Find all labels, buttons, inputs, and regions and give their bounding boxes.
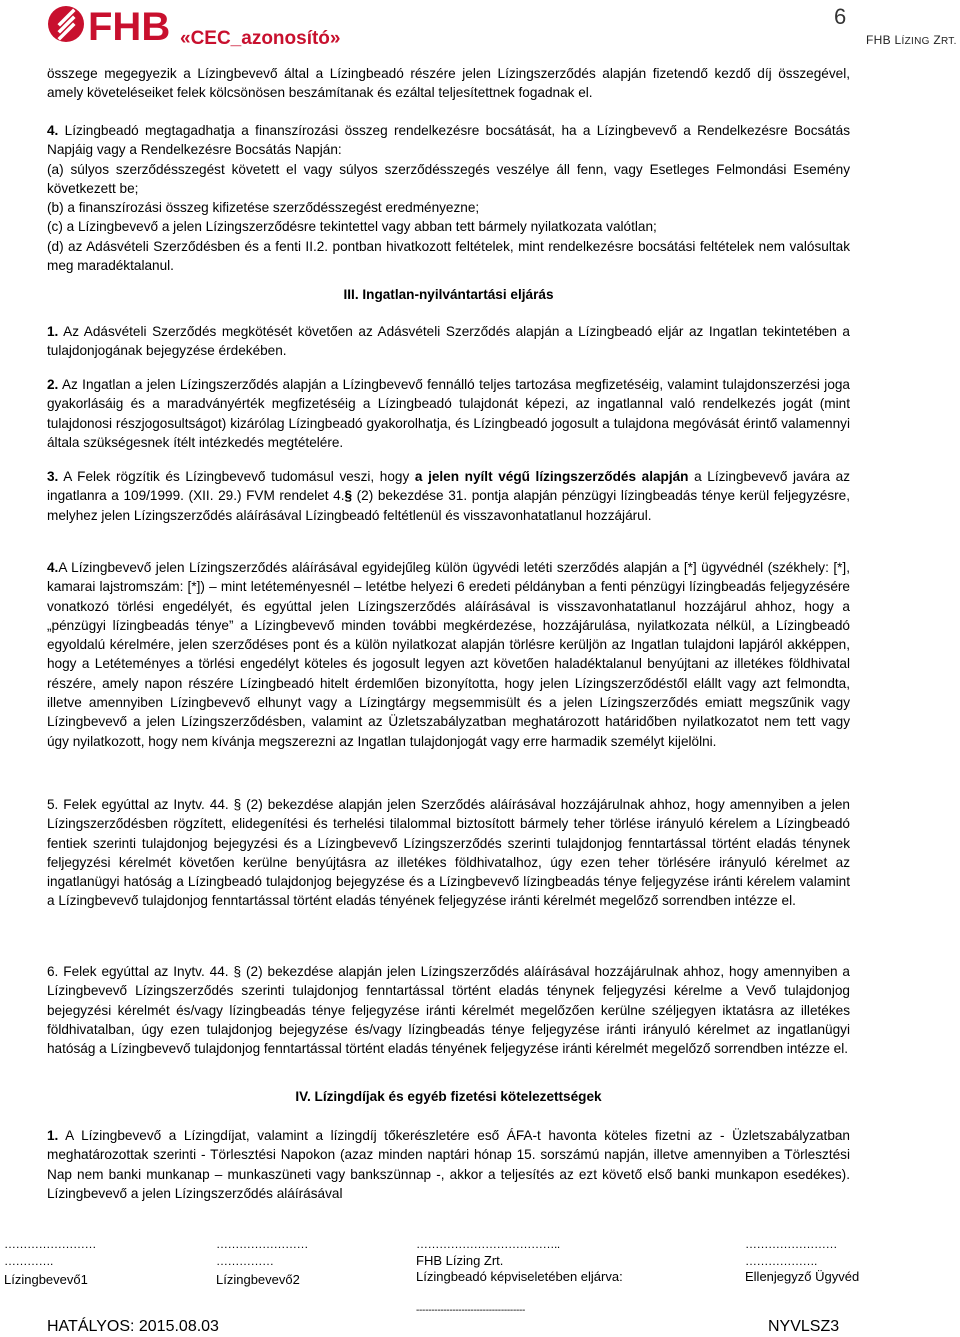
section-heading-iv: IV. Lízingdíjak és egyéb fizetési kötelezettségek — [295, 1089, 602, 1104]
signature-lessee1: …………………… …………. Lízingbevevő1 — [4, 1237, 96, 1287]
page-number: 6 — [834, 4, 847, 29]
signature-lawyer: …………………… ………………. Ellenjegyző Ügyvéd — [745, 1237, 860, 1284]
section-3-point-1: 1. Az Adásvételi Szerződés megkötését követően az Adásvételi Szerződés alapján a Lízingbeadó eljár az Ingatlan tekintetében a tulajdonjogának bejegyzése érdekében. — [47, 324, 850, 359]
section-heading-iii: III. Ingatlan-nyilvántartási eljárás — [343, 287, 554, 302]
paragraph-continued: összege megegyezik a Lízingbevevő által a Lízingbeadó részére jelen Lízingszerződés alapján fizetendő kezdő díj összegével, amely követeléseiket felek kölcsönösen beszámítanak és ezáltal teljesítettnek fogadnak el. — [47, 66, 850, 101]
section-4-point-1: 1. A Lízingbevevő a Lízingdíjat, valamint a lízingdíj tőkerészletére eső ÁFA-t havonta köteles fizetni az - Üzletszabályzatban meghatározottak szerinti - Törlesztési Napokon (azaz minden naptári hónap 15. sorszámú napján, illetve amennyiben a Törlesztési Nap nem banki munkanap – munkaszüneti vagy bankszünnap -, akkor a teljesítés az ezt követő első banki munkapon esedékes). Lízingbevevő a jelen Lízingszerződés aláírásával — [47, 1128, 850, 1201]
company-name: FHB LÍZING ZRT. — [866, 33, 957, 47]
footer-effective-date: HATÁLYOS: 2015.08.03 — [47, 1318, 219, 1335]
cec-id-field: «CEC_azonosító» — [180, 28, 341, 49]
signature-lessee2: …………………… …………… Lízingbevevő2 — [216, 1237, 308, 1287]
section-3-point-3: 3. A Felek rögzítik és Lízingbevevő tudomásul veszi, hogy a jelen nyílt végű lízingszerződés alapján a Lízingbevevő javára az ingatlanra a 109/1999. (XII. 29.) FVM rendelet 4.§ (2) bekezdése 31. pontja alapján pénzügyi lízingbeadás ténye kerül feljegyzésre, melyhez jelen Lízingszerződés aláírásával Lízingbeadó feltétlenül és visszavonhatatlanul hozzájárul. — [47, 469, 851, 523]
section-3-point-4: 4.A Lízingbevevő jelen Lízingszerződés aláírásával egyidejűleg külön ügyvédi letéti szerződés alapján a [*] ügyvédnél (székhely: [*], kamarai lajstromszám: [*]) – mint letéteményesnél – letétbe helyezi 6 eredeti példányban a fenti pénzügyi lízingbeadás feljegyzésére vonatkozó törlési engedélyét, és egyúttal jelen Lízingszerződés aláírásával is visszavonhatatlanul hozzájárul ahhoz, hogy a „pénzügyi lízingbeadás ténye” a Lízingbevevő minden további megkérdezése, hozzájárulása, nyilatkozata nélkül, a Lízingbeadó egyoldalú kérelmére, jelen szerződéses pont és a külön nyilatkozat alapján törlésre kerüljön az Ingatlan tulajdoni lapjáról akképpen, hogy a Letéteményes a törlési engedélyt köteles és jogosult legyen azt követően haladéktalanul benyújtani az illetékes földhivatal részére, amely napon részére Lízingbeadó hitelt érdemlően bizonyította, hogy jelen Lízingszerződéstől elállt vagy azt felmondta, illetve amennyiben Lízingbevevő elhunyt vagy a Lízingtárgy megsemmisült és a jelen Lízingszerződés emiatt megszűnik vagy Lízingbevevő a jelen Lízingszerződésben, valamint az Üzletszabályzatban meghatározott határidőben nyilatkozatot nem tett vagy úgy nyilatkozott, hogy nem kívánja megszerezni az Ingatlan tulajdonjogát vagy erre harmadik személyt kijelölni. — [47, 560, 850, 749]
footer-code: NYVLSZ3 — [768, 1318, 840, 1335]
signature-line: ------------------------------------ — [416, 1305, 526, 1316]
section-3-point-6: 6. Felek egyúttal az Inytv. 44. § (2) bekezdése alapján jelen Lízingszerződés aláírásával hozzájárulnak ahhoz, hogy amennyiben a Lízingbevevő Lízingszerződés szerinti tulajdonjog fenntartással történt eladás ténynek feljegyzési kérelme a Vevő tulajdonjog bejegyzési kérelmét és/vagy lízingbeadás ténye feljegyzése iránti kérelmét megelőzően kerülne széljegyen iktatásra az illetékes földhivatalban, úgy ezen tulajdonjog bejegyzése és/vagy lízingbeadás ténye feljegyzése iránti irányuló kérelmet az ingatlanügyi hatóság a Lízingbevevő tulajdonjog fenntartással történt eladás tényének feljegyzése iránti kérelmét megelőző sorrendben intézze el. — [47, 964, 850, 1057]
fhb-logo — [47, 4, 183, 44]
logo-text: FHB — [88, 5, 171, 44]
section-2-point-4: 4. Lízingbeadó megtagadhatja a finanszírozási összeg rendelkezésre bocsátását, ha a Lízingbevevő a Rendelkezésre Bocsátás Napjáig vagy a Rendelkezésre Bocsátás Napján: (a) súlyos szerződésszegést követett el vagy súlyos szerződésszegés veszélye áll fenn, vagy Esetleges Felmondási Esemény következett be; (b) a finanszírozási összeg kifizetése szerződésszegést eredményezne; (c) a Lízingbevevő a jelen Lízingszerződésre tekintettel vagy abban tett bármely nyilatkozata valótlan; (d) az Adásvételi Szerződésben és a fenti II.2. pontban hivatkozott feltételek, mint rendelkezésre bocsátási feltételek nem valósultak meg maradéktalanul. — [47, 123, 850, 274]
signature-lessor: ……………………………….. FHB Lízing Zrt. Lízingbeadó képviseletében eljárva: — [416, 1237, 623, 1284]
section-3-point-5: 5. Felek egyúttal az Inytv. 44. § (2) bekezdése alapján jelen Szerződés aláírásával hozzájárulnak ahhoz, hogy amennyiben a jelen Lízingszerződésben rögzített, elidegenítési és terhelési tilalommal biztosított bármely teher törlése irányuló kérelem a Lízingbeadó fentiek szerinti tulajdonjog bejegyzési és a Lízingbevevő Lízingszerződés szerinti tulajdonjog fenntartással történt eladás ténynek feljegyzési kérelmét követően kerülne benyújtásra az illetékes földhivatalhoz, úgy ezen teher törlésére irányuló kérelmet az ingatlanügyi hatóság a Lízingbeadó tulajdonjog bejegyzése és a Lízingbevevő lízingbeadás ténye feljegyzése iránti kérelem valamint a Lízingbevevő tulajdonjog fenntartással történt eladás tényének feljegyzése iránti kérelmét megelőző sorrendben intézze el. — [47, 797, 850, 909]
section-3-point-2: 2. Az Ingatlan a jelen Lízingszerződés alapján a Lízingbevevő fennálló teljes tartozása megfizetéséig, valamint tulajdonszerzési joga gyakorlásáig és a maradványérték megfizetéséig a Lízingbeadó tulajdonát képezi, az ingatlannal való rendelkezés jogát (mint tulajdonosi részjogosultságot) kizárólag Lízingbeadó gyakorolhatja, és Lízingbeadó jogosult a tulajdona megóvását érintő valamennyi általa szükségesnek ítélt intézkedés megtételére. — [47, 377, 850, 450]
